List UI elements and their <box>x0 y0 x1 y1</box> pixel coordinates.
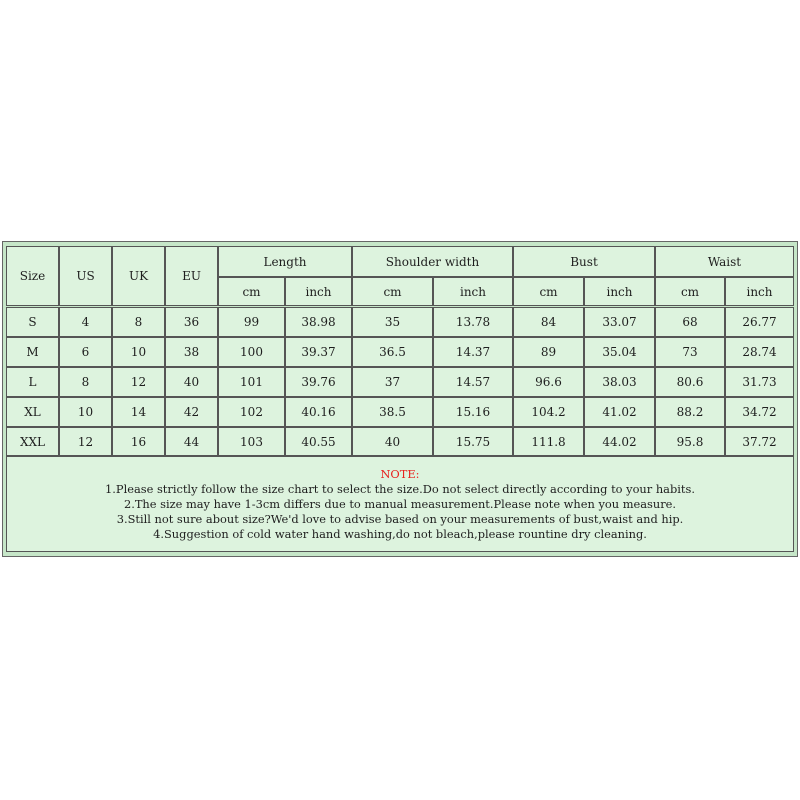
table-cell: 95.8 <box>655 427 725 456</box>
note-line: 3.Still not sure about size?We'd love to advise based on your measurements of bust,waist and hip. <box>116 512 684 526</box>
table-cell: 12 <box>112 367 165 397</box>
subheader-shoulder-cm: cm <box>352 277 433 306</box>
header-uk: UK <box>112 246 165 306</box>
table-cell: 15.75 <box>433 427 513 456</box>
note-box <box>6 456 794 552</box>
subheader-bust-inch: inch <box>584 277 655 306</box>
table-cell: 26.77 <box>725 307 794 337</box>
table-cell: 40 <box>352 427 433 456</box>
table-cell: 28.74 <box>725 337 794 367</box>
header-size: Size <box>6 246 59 306</box>
table-cell: 10 <box>59 397 112 427</box>
table-cell: 14 <box>112 397 165 427</box>
table-cell: 8 <box>59 367 112 397</box>
table-cell: 12 <box>59 427 112 456</box>
table-cell: 38.98 <box>285 307 352 337</box>
table-cell: 36 <box>165 307 218 337</box>
table-cell: 100 <box>218 337 285 367</box>
table-cell: 40 <box>165 367 218 397</box>
table-cell: 10 <box>112 337 165 367</box>
subheader-shoulder-inch: inch <box>433 277 513 306</box>
table-cell: 44.02 <box>584 427 655 456</box>
table-cell: 44 <box>165 427 218 456</box>
table-cell: 15.16 <box>433 397 513 427</box>
table-cell: 36.5 <box>352 337 433 367</box>
table-cell: 84 <box>513 307 584 337</box>
table-cell: 89 <box>513 337 584 367</box>
table-cell: 35.04 <box>584 337 655 367</box>
table-cell: 40.55 <box>285 427 352 456</box>
table-cell: 42 <box>165 397 218 427</box>
table-cell: 8 <box>112 307 165 337</box>
size-chart <box>2 241 798 557</box>
note-line: 2.The size may have 1-3cm differs due to manual measurement.Please note when you measure. <box>123 497 677 511</box>
table-cell: 103 <box>218 427 285 456</box>
table-cell: 35 <box>352 307 433 337</box>
table-cell: 39.76 <box>285 367 352 397</box>
table-cell: 4 <box>59 307 112 337</box>
table-cell: 41.02 <box>584 397 655 427</box>
table-cell: L <box>6 367 59 397</box>
table-cell: 14.37 <box>433 337 513 367</box>
table-cell: 16 <box>112 427 165 456</box>
table-cell: 37.72 <box>725 427 794 456</box>
header-length: Length <box>218 246 352 277</box>
table-cell: 14.57 <box>433 367 513 397</box>
table-cell: 33.07 <box>584 307 655 337</box>
table-cell: 68 <box>655 307 725 337</box>
subheader-length-cm: cm <box>218 277 285 306</box>
table-cell: 38 <box>165 337 218 367</box>
table-cell: 99 <box>218 307 285 337</box>
header-bust: Bust <box>513 246 655 277</box>
table-cell: 34.72 <box>725 397 794 427</box>
table-cell: 38.03 <box>584 367 655 397</box>
table-cell: 73 <box>655 337 725 367</box>
table-cell: 96.6 <box>513 367 584 397</box>
note-title: NOTE: <box>380 467 420 481</box>
subheader-waist-cm: cm <box>655 277 725 306</box>
header-waist: Waist <box>655 246 794 277</box>
header-eu: EU <box>165 246 218 306</box>
subheader-waist-inch: inch <box>725 277 794 306</box>
table-cell: S <box>6 307 59 337</box>
table-cell: 38.5 <box>352 397 433 427</box>
table-cell: 102 <box>218 397 285 427</box>
table-cell: M <box>6 337 59 367</box>
table-cell: 37 <box>352 367 433 397</box>
table-cell: 6 <box>59 337 112 367</box>
table-cell: 39.37 <box>285 337 352 367</box>
table-cell: 104.2 <box>513 397 584 427</box>
note-line: 4.Suggestion of cold water hand washing,do not bleach,please rountine dry cleaning. <box>153 527 647 541</box>
table-cell: 31.73 <box>725 367 794 397</box>
table-cell: XL <box>6 397 59 427</box>
table-cell: 40.16 <box>285 397 352 427</box>
table-cell: 88.2 <box>655 397 725 427</box>
header-us: US <box>59 246 112 306</box>
table-cell: 80.6 <box>655 367 725 397</box>
subheader-length-inch: inch <box>285 277 352 306</box>
note-line: 1.Please strictly follow the size chart to select the size.Do not select directly according to your habits. <box>105 482 695 496</box>
table-cell: XXL <box>6 427 59 456</box>
table-cell: 111.8 <box>513 427 584 456</box>
header-shoulder-width: Shoulder width <box>352 246 513 277</box>
table-cell: 13.78 <box>433 307 513 337</box>
table-cell: 101 <box>218 367 285 397</box>
subheader-bust-cm: cm <box>513 277 584 306</box>
